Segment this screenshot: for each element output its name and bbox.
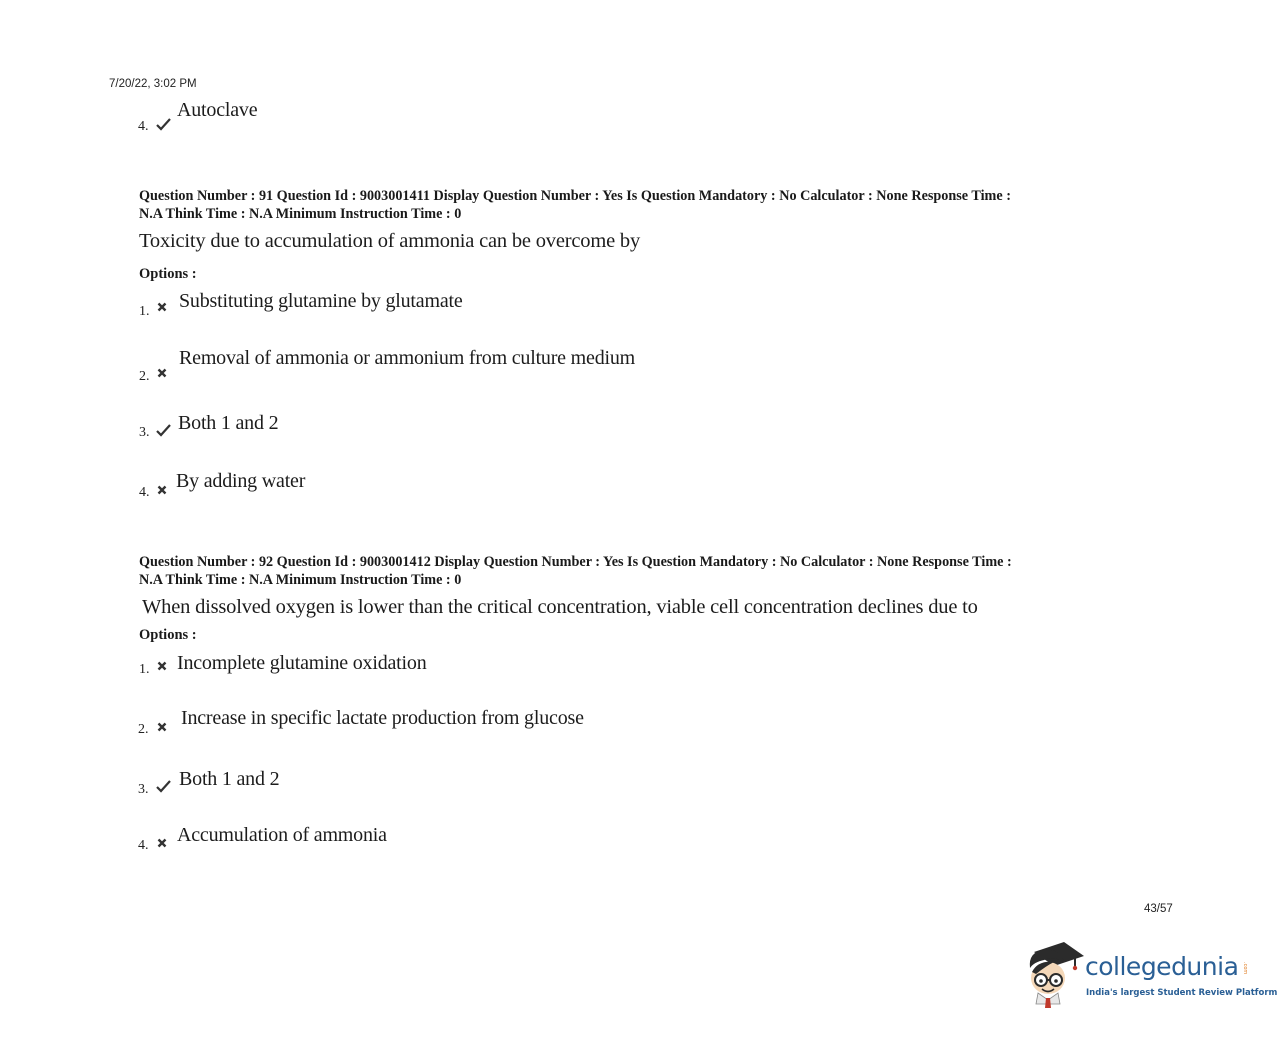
option-text: Both 1 and 2 <box>178 412 279 434</box>
option-text: Autoclave <box>177 99 258 121</box>
question-meta-line2: N.A Think Time : N.A Minimum Instruction Time : 0 <box>139 206 462 222</box>
option-number: 3. <box>139 425 150 440</box>
option-number: 2. <box>138 722 149 737</box>
check-icon <box>156 780 171 793</box>
option-number: 4. <box>138 838 149 853</box>
option-number: 2. <box>139 369 150 384</box>
collegedunia-logo <box>1024 938 1278 1008</box>
question-text: When dissolved oxygen is lower than the critical concentration, viable cell concentration declines due to <box>142 596 978 618</box>
cross-icon <box>157 485 167 495</box>
cross-icon <box>157 302 167 312</box>
option-text: Removal of ammonia or ammonium from culture medium <box>179 347 636 369</box>
logo-domain-suffix: .com <box>1242 962 1248 975</box>
cross-icon <box>157 722 167 732</box>
options-label: Options : <box>139 627 197 643</box>
option-text: Both 1 and 2 <box>179 768 280 790</box>
option-text: By adding water <box>176 470 306 492</box>
option-number: 4. <box>139 485 150 500</box>
page-number: 43/57 <box>1144 903 1173 915</box>
option-number: 1. <box>139 662 150 677</box>
option-text: Incomplete glutamine oxidation <box>177 652 427 674</box>
mascot-icon <box>1024 938 1086 1010</box>
cross-icon <box>157 838 167 848</box>
option-text: Accumulation of ammonia <box>177 824 387 846</box>
options-label: Options : <box>139 266 197 282</box>
option-number: 1. <box>139 304 150 319</box>
question-meta-line1: Question Number : 92 Question Id : 9003001412 Display Question Number : Yes Is Question Mandatory : No Calculator : None Response Time : <box>139 554 1012 570</box>
check-icon <box>156 118 171 131</box>
question-meta <box>139 187 1149 223</box>
question-meta-line1: Question Number : 91 Question Id : 9003001411 Display Question Number : Yes Is Question Mandatory : No Calculator : None Response Time : <box>139 188 1011 204</box>
cross-icon <box>157 368 167 378</box>
print-timestamp: 7/20/22, 3:02 PM <box>109 78 197 90</box>
option-number: 4. <box>138 119 149 134</box>
question-text: Toxicity due to accumulation of ammonia can be overcome by <box>139 230 641 252</box>
logo-tagline: India's largest Student Review Platform <box>1086 988 1278 998</box>
question-meta-line2: N.A Think Time : N.A Minimum Instruction Time : 0 <box>139 572 462 588</box>
option-text: Increase in specific lactate production from glucose <box>181 707 584 729</box>
option-number: 3. <box>138 782 149 797</box>
cross-icon <box>157 661 167 671</box>
logo-wordmark: collegedunia <box>1085 952 1239 981</box>
check-icon <box>156 424 171 437</box>
option-text: Substituting glutamine by glutamate <box>179 290 463 312</box>
question-meta <box>139 553 1149 589</box>
